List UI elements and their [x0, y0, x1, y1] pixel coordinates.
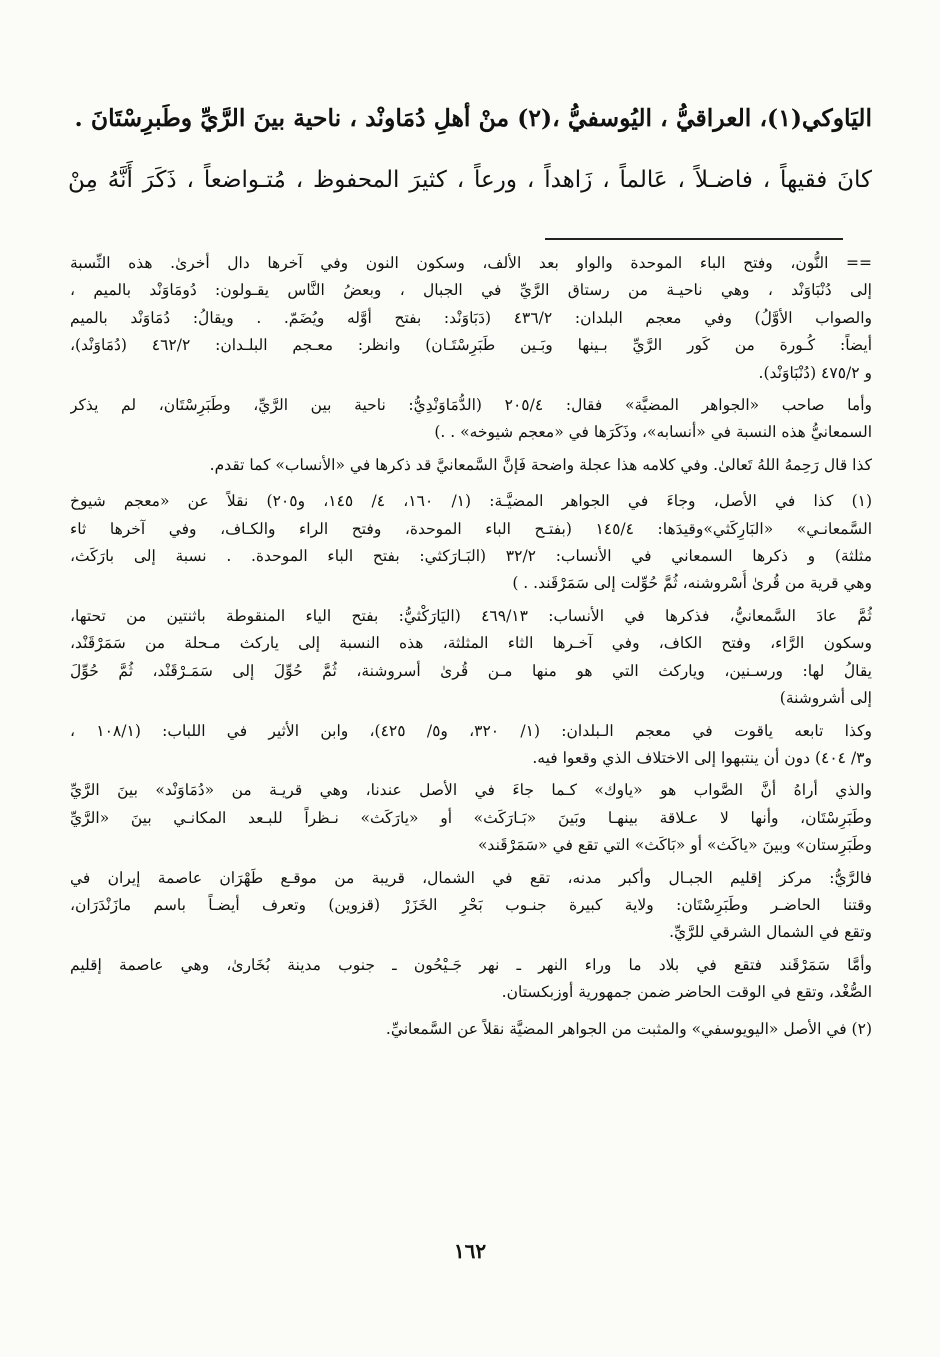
- footnote-line: السَّمعانـي» «البَارِكَثي»وقيدَها: ١٤٥/٤ (بفتـح الباء الموحدة، وفتح الراء والكـاف، وفي آخرها ثاء: [70, 519, 872, 538]
- footnote-line: فالرَّيُّ: مركز إقليم الجبـال وأكبر مدنه، تقع في الشمال، قريبة من موقـع طَهْرَان عاصمة إيران في: [70, 868, 872, 887]
- footnote-paragraph: [70, 452, 872, 479]
- footnote-paragraph: [70, 392, 872, 447]
- footnotes: [70, 250, 872, 1048]
- footnote-line: أيضاً: كُـورة من كَور الرَّيِّ بـينها وبَـين طَبَرِسْتَـان) وانظر: معـجم البلـدان: ٤٦٢/٢ (دُمَاوَنْد)،: [70, 336, 872, 355]
- footnote-line: الصُّغْد، وتقع في الوقت الحاضر ضمن جمهورية أوزبكستان.: [501, 983, 872, 1002]
- footnote-line: السمعانيُّ هذه النسبة في «أنسابه»، وذَكَرَها في «معجم شيوخه» . .): [434, 423, 872, 442]
- footnote-line: (١) كذا في الأصل، وجاءَ في الجواهر المضيَّـة: (١/ ١٦٠، ٤/ ١٤٥، و٢٠٥) نقلاً عن «معجم شيوخ: [70, 492, 872, 511]
- footnote-line: وكذا تابعه ياقوت في معجم الـبلدان: (١/ ٣٢٠، و٥/ ٤٢٥)، وابن الأثير في اللباب: (١٠٨/١ ،: [70, 721, 872, 740]
- footnote-paragraph: [70, 777, 872, 859]
- footnote-paragraph: [70, 603, 872, 713]
- entry-heading: اليَاوكي(١)، العراقيُّ ، اليُوسفيُّ ،(٢) منْ أهلِ دُمَاونْد ، ناحية بينَ الرَّيِّ وطَبرِسْتَانَ .: [74, 104, 872, 132]
- footnote-paragraph: [70, 718, 872, 773]
- footnote-line: و ٤٧٥/٢ (دُنْبَاوَنْد).: [758, 363, 872, 382]
- footnote-line: وطَبَرِستان» وبينَ «ياكَث» أو «بَاكَث» التي تقع في «سَمَرْقَند»: [477, 836, 872, 855]
- footnote-continuation: [70, 250, 872, 387]
- footnote-line: والصواب الأوَّلُ) وفي معجم البلدان: ٤٣٦/٢ (دَبَاوَنْد: بفتح أوَّله ويُضَمّ. . ويقالُ: دُمَاوَنْد بالميم: [70, 308, 872, 327]
- entry-body-text: كانَ فقيهاً ، فاضـلاً ، عَالماً ، زَاهداً ، ورعاً ، كثيرَ المحفوظ ، مُتـواضعاً ، ذَكَرَ أَنَّهُ مِنْ: [68, 167, 872, 193]
- footnote-line: وطَبَرِسْتَان، وأنها لا عـلاقة بينهـا وبَينَ «بَـارَكَث» أو «يارَكَث» نـظراً للبـعد المكانـي بينَ «الرَّيِّ: [70, 808, 872, 827]
- footnote-separator: [545, 238, 843, 240]
- footnote-2: [70, 1016, 872, 1043]
- footnote-1: [70, 488, 872, 598]
- footnote-line: إلى أشروشنة): [779, 689, 872, 708]
- footnote-line: وأما صاحب «الجواهر المضيَّة» فقال: ٢٠٥/٤ (الدُّمَاوَنْدِيُّ: ناحية بين الرَّيِّ، وطَبَرِسْتَان، لم يذكر: [70, 396, 872, 415]
- footnote-paragraph: [70, 865, 872, 947]
- footnote-line: == النُّون، وفتح الباء الموحدة والواو بعد الألف، وسكون النون وفي آخرها دال أخرىٰ. هذه النِّسبة: [70, 254, 872, 272]
- footnote-line: والذي أراهُ أنَّ الصَّواب هو «ياوك» كـما جاءَ في الأصل عندنا، وهي قريـة من «دُمَاوَنْد» بينَ الرَّيِّ: [70, 781, 872, 800]
- footnote-line: كذا قال رَحِمهُ اللهُ تَعالىٰ. وفي كلامه هذا عجلة واضحة فَإنَّ السَّمعانيَّ قد ذكرها في «الأنساب» كما تقدم.: [209, 455, 872, 474]
- footnote-line: وهي قرية من قُرىٰ أُسْروشنه، ثُمَّ حُوِّلت إلى سَمَرْقَند. . ): [512, 574, 872, 593]
- footnote-line: مثلثة) و ذكرها السمعاني في الأنساب: ٣٢/٢ (البَـارَكثي: بفتح الباء الموحدة. . نسبة إلى بارَكَث،: [70, 547, 872, 566]
- footnote-line: وسكون الرَّاء، وفتح الكاف، وفي آخـرها الثاء المثلثة، هذه النسبة إلى ياركث مـحلة من سَمَرْقَنْد،: [70, 634, 872, 653]
- page-number: ١٦٢: [453, 1239, 487, 1263]
- footnote-line: إلى دُنْبَاوَنْد ، وهي ناحيـة من رستاق الرَّيِّ في الجبال ، وبعضُ النَّاس يقـولون: دُومَاوَنْد بالميم ،: [70, 281, 872, 300]
- footnote-line: وقتنا الحاضـر وطَبَرِسْتَان: ولاية كبيرة جنـوب بَحْرِ الخَزَرْ (قزوين) وتعرف أيضـاً باسم مازَنْدَرَان،: [70, 895, 872, 914]
- footnote-paragraph: [70, 952, 872, 1007]
- footnote-line: وأمَّا سَمَرْقَند فتقع في بلاد ما وراء النهر ـ نهر جَـيْحُون ـ جنوب مدينة بُخَارىٰ، وهي عاصمة إقليم: [70, 955, 872, 974]
- footnote-line: وتقع في الشمال الشرقي للرَّيِّ.: [669, 923, 872, 942]
- footnote-line: و٣/ ٤٠٤) دون أن ينتبهوا إلى الاختلاف الذي وقعوا فيه.: [532, 748, 872, 767]
- footnote-line: (٢) في الأصل «اليويوسفي» والمثبت من الجواهر المضيَّة نقلاً عن السَّمعانيِّ.: [385, 1019, 872, 1038]
- footnote-line: ثُمَّ عادَ السَّمعانيُّ، فذكرها في الأنساب: ٤٦٩/١٣ (اليَارَكْثيُّ: بفتح الياء المنقوطة باثنتين من تحتها،: [70, 606, 872, 625]
- footnote-line: يقالُ لها: ورسـنين، وياركث التي هو منها مـن قُرىٰ أسروشنة، ثُمَّ حُوِّلَ إلى سَمَـرْقَنْد، ثُمَّ حُوِّلَ: [70, 661, 872, 680]
